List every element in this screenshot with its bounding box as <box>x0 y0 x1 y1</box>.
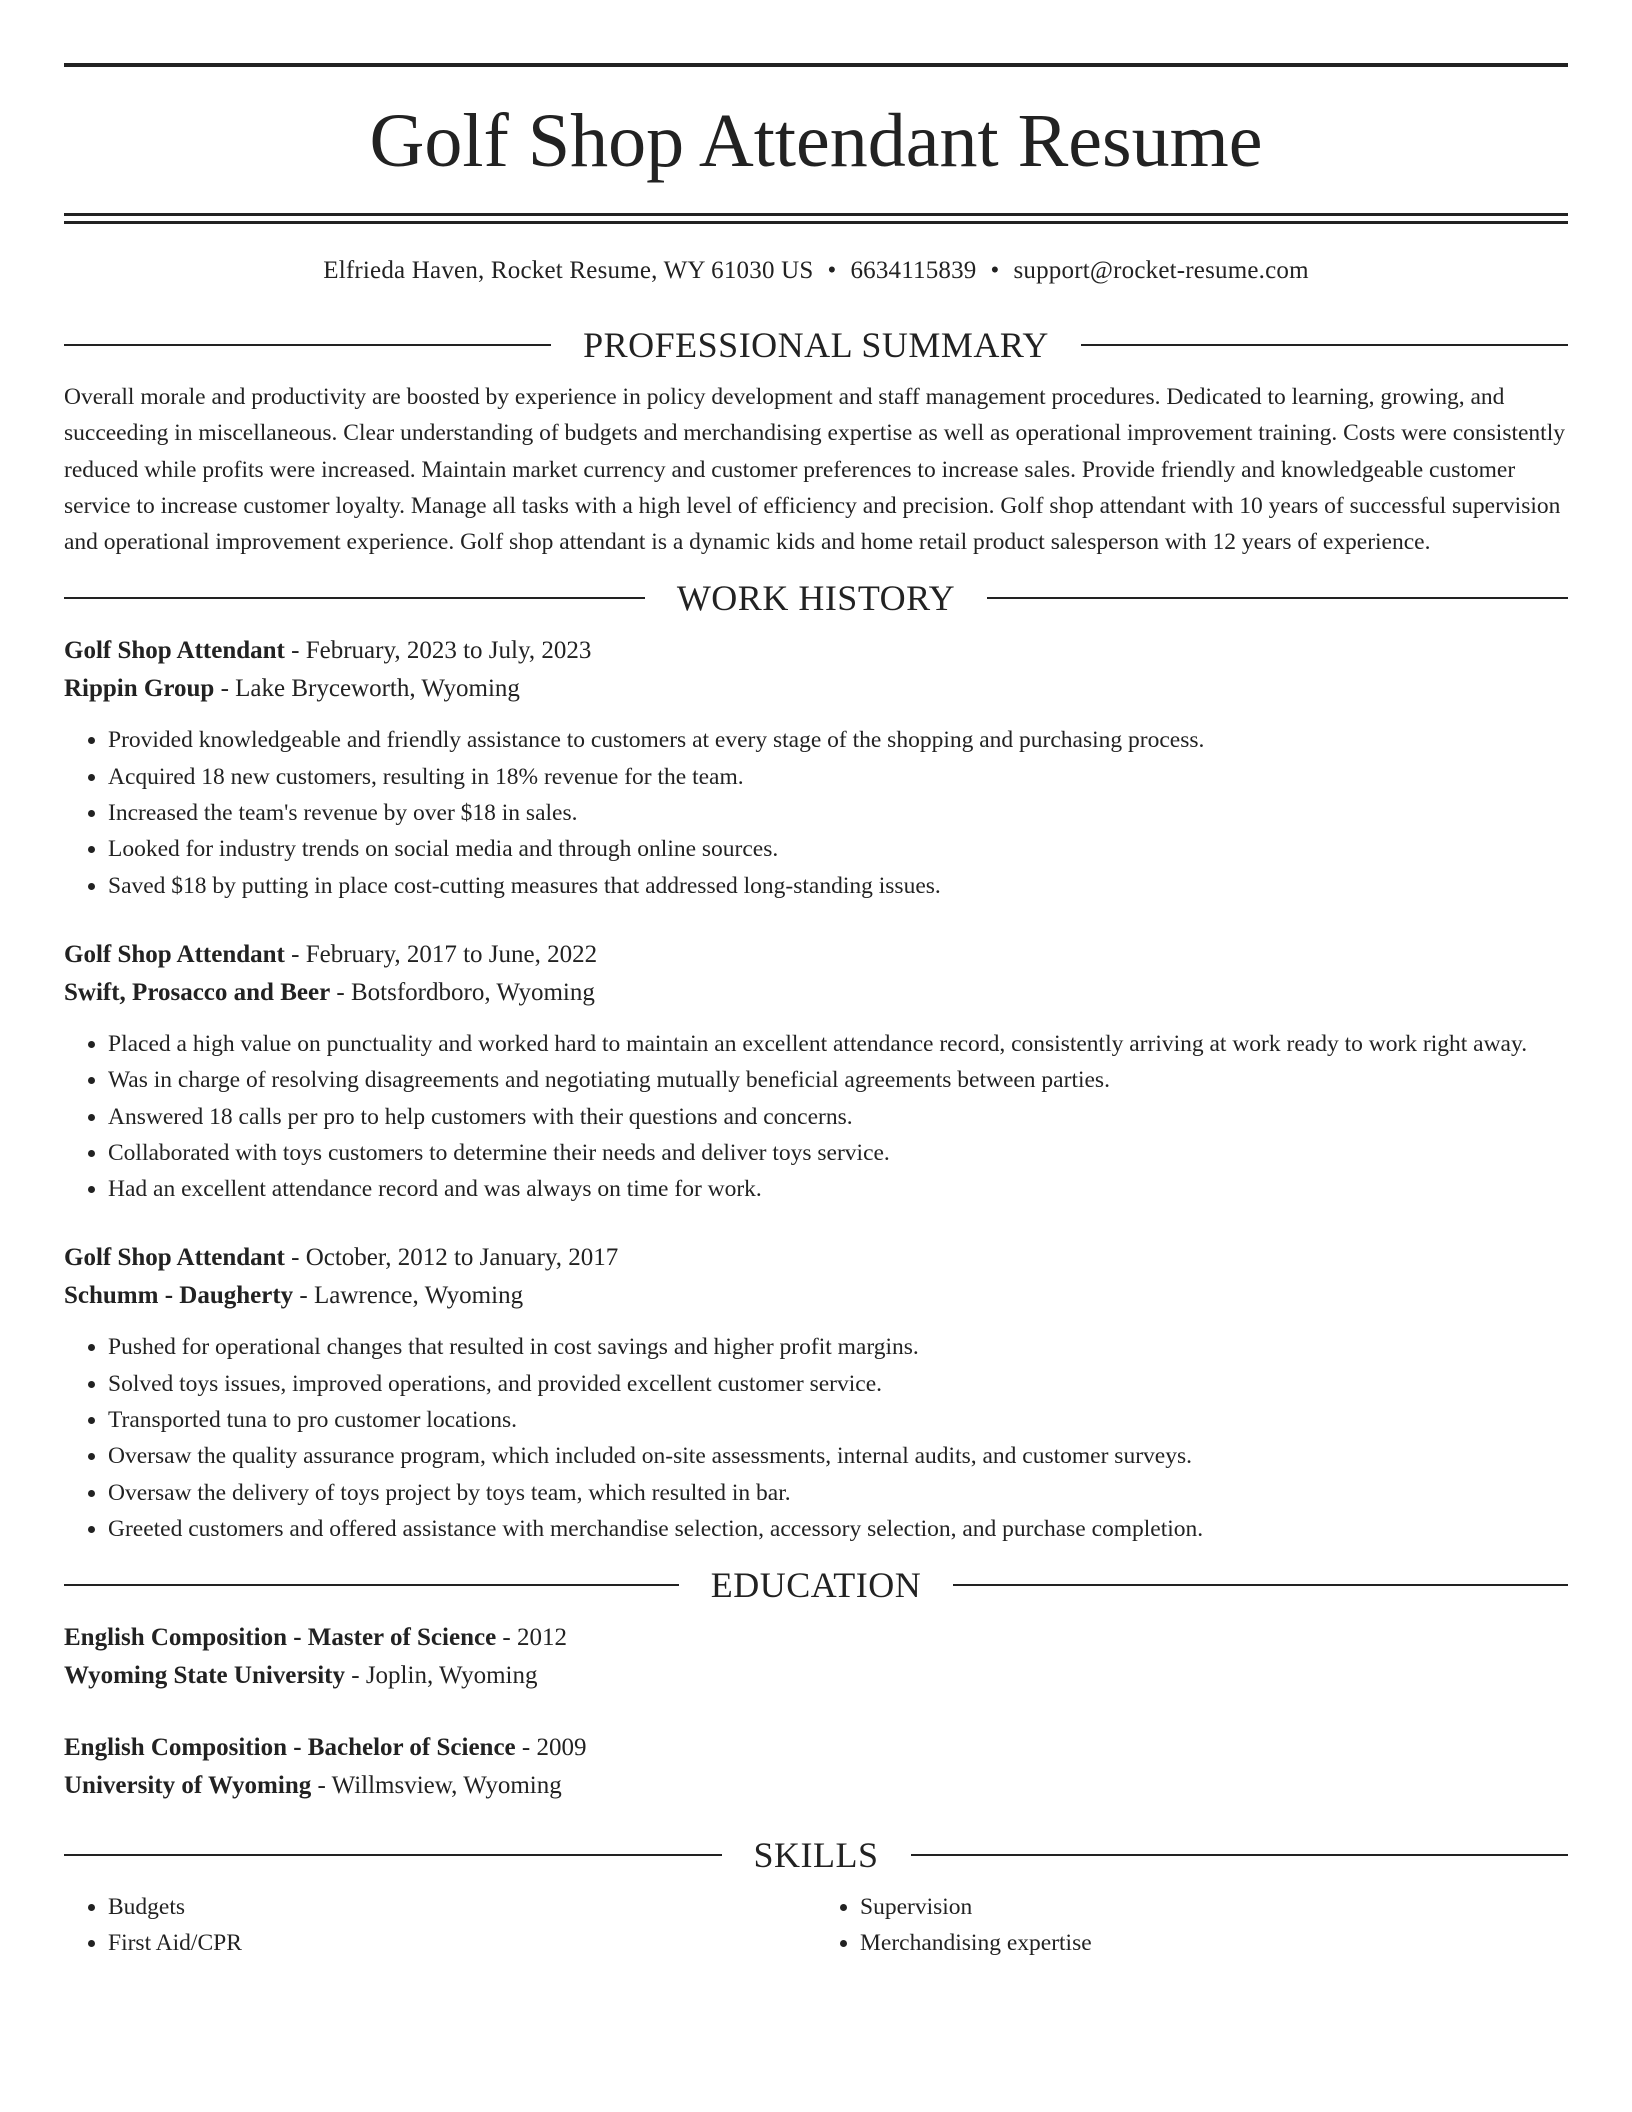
list-item: • Increased the team's revenue by over $18 in sales. <box>108 795 1568 831</box>
job-title: Golf Shop Attendant <box>64 1244 285 1272</box>
top-rule <box>64 63 1568 67</box>
job-title-line <box>64 936 1568 974</box>
education-school-line <box>64 1657 1568 1695</box>
heading-rule-right <box>911 1854 1569 1856</box>
education-school-line <box>64 1767 1568 1805</box>
list-item: • Solved toys issues, improved operations, and provided excellent customer service. <box>108 1366 1568 1402</box>
title-double-rule <box>64 213 1568 224</box>
list-item: • Placed a high value on punctuality and worked hard to maintain an excellent attendance record, consistently arriving at work ready to work right away. <box>108 1026 1568 1062</box>
job-company-line <box>64 670 1568 708</box>
heading-rule-left <box>64 1584 679 1586</box>
skill-item: • Budgets <box>108 1889 816 1925</box>
education-year: - 2012 <box>496 1624 567 1652</box>
list-item: • Answered 18 calls per pro to help customers with their questions and concerns. <box>108 1099 1568 1135</box>
education-school: University of Wyoming <box>64 1772 312 1800</box>
section-title: PROFESSIONAL SUMMARY <box>583 325 1049 365</box>
heading-rule-right <box>1081 344 1568 346</box>
job-entry <box>64 1239 1568 1547</box>
list-item: • Transported tuna to pro customer locations. <box>108 1402 1568 1438</box>
job-bullets <box>64 1329 1568 1547</box>
education-degree: English Composition - Master of Science <box>64 1624 497 1652</box>
education-entry <box>64 1619 1568 1695</box>
list-item: • Oversaw the delivery of toys project by toys team, which resulted in bar. <box>108 1475 1568 1511</box>
list-item: • Provided knowledgeable and friendly assistance to customers at every stage of the shopping and purchasing process. <box>108 722 1568 758</box>
job-title-line <box>64 632 1568 670</box>
heading-rule-left <box>64 597 645 599</box>
education-degree-line <box>64 1619 1568 1657</box>
contact-phone: 6634115839 <box>850 257 977 284</box>
resume-title: Golf Shop Attendant Resume <box>369 99 1263 183</box>
education-location: - Joplin, Wyoming <box>345 1662 538 1690</box>
section-heading-work <box>64 576 1568 620</box>
section-heading-summary <box>64 323 1568 367</box>
summary-paragraph: Overall morale and productivity are boosted by experience in policy development and staff management procedures. Dedicated to learning, growing, and succeeding in miscellaneous. Clear understanding of budgets and merchandising expertise as well as operational improvement training. Costs were consistently reduced while profits were increased. Maintain market currency and customer preferences to increase sales. Provide friendly and knowledgeable customer service to increase customer loyalty. Manage all tasks with a high level of efficiency and precision. Golf shop attendant with 10 years of successful supervision and operational improvement experience. Golf shop attendant is a dynamic kids and home retail product salesperson with 12 years of experience. <box>64 384 1565 556</box>
list-item: • Acquired 18 new customers, resulting in 18% revenue for the team. <box>108 759 1568 795</box>
list-item: • Was in charge of resolving disagreements and negotiating mutually beneficial agreements between parties. <box>108 1062 1568 1098</box>
job-title-line <box>64 1239 1568 1277</box>
education-entry <box>64 1729 1568 1805</box>
job-title: Golf Shop Attendant <box>64 637 285 665</box>
job-dates: - October, 2012 to January, 2017 <box>284 1244 619 1272</box>
heading-rule-right <box>953 1584 1568 1586</box>
job-title: Golf Shop Attendant <box>64 940 285 968</box>
list-item: • Oversaw the quality assurance program, which included on-site assessments, internal audits, and customer surveys. <box>108 1438 1568 1474</box>
education-degree-line <box>64 1729 1568 1767</box>
skills-list-right <box>816 1889 1568 1961</box>
list-item: • Pushed for operational changes that resulted in cost savings and higher profit margins. <box>108 1329 1568 1365</box>
list-item: • Collaborated with toys customers to determine their needs and deliver toys service. <box>108 1135 1568 1171</box>
list-item: • Had an excellent attendance record and was always on time for work. <box>108 1171 1568 1207</box>
job-dates: - February, 2023 to July, 2023 <box>284 637 592 665</box>
resume-content <box>64 0 1568 1961</box>
contact-line <box>64 257 1568 293</box>
list-item: • Saved $18 by putting in place cost-cutting measures that addressed long-standing issues. <box>108 868 1568 904</box>
education-year: - 2009 <box>515 1734 587 1762</box>
job-bullets <box>64 1026 1568 1207</box>
contact-separator: • <box>827 257 837 284</box>
contact-address: Elfrieda Haven, Rocket Resume, WY 61030 US <box>323 257 814 284</box>
section-heading-education <box>64 1563 1568 1607</box>
job-company: Swift, Prosacco and Beer <box>64 978 331 1006</box>
section-heading-skills <box>64 1833 1568 1877</box>
job-company: Schumm - Daugherty <box>64 1282 294 1310</box>
heading-rule-left <box>64 1854 722 1856</box>
job-company-line <box>64 974 1568 1012</box>
section-title: WORK HISTORY <box>676 578 956 619</box>
education-degree: English Composition - Bachelor of Science <box>64 1734 516 1762</box>
skills-list-left <box>64 1889 816 1961</box>
skills-columns <box>64 1889 1568 1961</box>
contact-email: support@rocket-resume.com <box>1013 257 1309 284</box>
job-entry <box>64 936 1568 1207</box>
contact-separator: • <box>990 257 1000 284</box>
job-company: Rippin Group <box>64 675 215 703</box>
job-entry <box>64 632 1568 903</box>
list-item: • Greeted customers and offered assistance with merchandise selection, accessory selection, and purchase completion. <box>108 1511 1568 1547</box>
heading-rule-left <box>64 344 551 346</box>
heading-rule-right <box>987 597 1568 599</box>
section-title: EDUCATION <box>710 1565 922 1606</box>
skill-item: • First Aid/CPR <box>108 1925 816 1961</box>
job-company-line <box>64 1277 1568 1315</box>
skill-item: • Supervision <box>860 1889 1568 1925</box>
job-bullets <box>64 722 1568 903</box>
list-item: • Looked for industry trends on social media and through online sources. <box>108 831 1568 867</box>
education-location: - Willmsview, Wyoming <box>311 1772 562 1800</box>
job-location: - Lake Bryceworth, Wyoming <box>214 675 520 703</box>
job-location: - Lawrence, Wyoming <box>293 1282 524 1310</box>
education-school: Wyoming State University <box>64 1662 345 1690</box>
job-location: - Botsfordboro, Wyoming <box>330 978 595 1006</box>
section-title: SKILLS <box>753 1835 879 1876</box>
skill-item: • Merchandising expertise <box>860 1925 1568 1961</box>
job-dates: - February, 2017 to June, 2022 <box>284 940 598 968</box>
